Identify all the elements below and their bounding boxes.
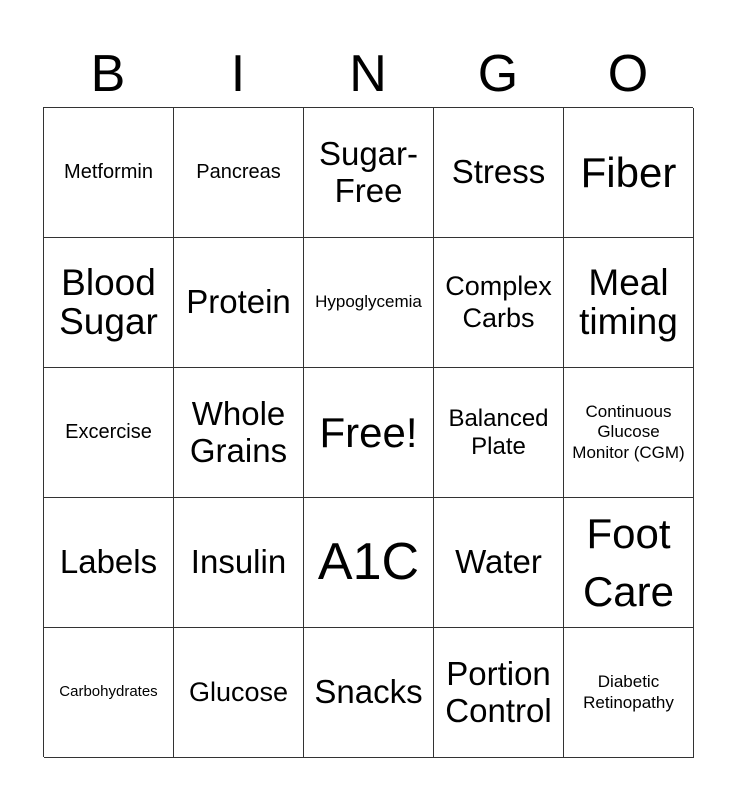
bingo-cell-r4c3[interactable] (304, 498, 434, 628)
bingo-cell-r2c3[interactable] (304, 238, 434, 368)
cell-label: Sugar-Free (318, 134, 419, 209)
cell-label: Protein (186, 283, 291, 321)
bingo-cell-r5c1[interactable] (44, 628, 174, 758)
bingo-cell-r2c1[interactable] (44, 238, 174, 368)
bingo-cell-r3c5[interactable] (564, 368, 694, 498)
header-letter-g: G (477, 45, 519, 103)
cell-label: Portion Control (445, 654, 552, 729)
cell-label: Glucose (188, 677, 289, 708)
bingo-cell-r2c2[interactable] (174, 238, 304, 368)
bingo-cell-r1c1[interactable] (44, 108, 174, 238)
header-letter-b: B (90, 45, 126, 103)
bingo-cell-r2c5[interactable] (564, 238, 694, 368)
bingo-cell-r4c5[interactable] (564, 498, 694, 628)
cell-label: Foot Care (582, 509, 675, 615)
cell-label: Pancreas (196, 161, 281, 184)
cell-label: Stress (451, 153, 546, 191)
free-space-cell[interactable] (304, 368, 434, 498)
cell-label: Free! (319, 408, 418, 456)
cell-label: Balanced Plate (448, 404, 549, 460)
cell-label: Labels (59, 543, 158, 581)
cell-label: Fiber (580, 148, 677, 196)
bingo-cell-r1c3[interactable] (304, 108, 434, 238)
bingo-cell-r4c1[interactable] (44, 498, 174, 628)
cell-label: Continuous Glucose Monitor (CGM) (572, 401, 685, 462)
cell-label: Carbohydrates (59, 683, 158, 701)
bingo-cell-r1c5[interactable] (564, 108, 694, 238)
header-letter-o: O (607, 45, 649, 103)
bingo-cell-r4c4[interactable] (434, 498, 564, 628)
cell-label: Complex Carbs (445, 271, 552, 333)
cell-label: Whole Grains (189, 394, 288, 469)
bingo-cell-r1c2[interactable] (174, 108, 304, 238)
cell-label: A1C (317, 533, 420, 592)
bingo-cell-r4c2[interactable] (174, 498, 304, 628)
cell-label: Insulin (190, 543, 287, 581)
cell-label: Excercise (65, 421, 152, 444)
bingo-cell-r3c4[interactable] (434, 368, 564, 498)
cell-label: Water (455, 543, 542, 581)
bingo-cell-r1c4[interactable] (434, 108, 564, 238)
cell-label: Metformin (64, 161, 153, 184)
bingo-cell-r3c1[interactable] (44, 368, 174, 498)
cell-label: Meal timing (579, 262, 678, 342)
bingo-cell-r5c4[interactable] (434, 628, 564, 758)
cell-label: Snacks (314, 673, 423, 711)
bingo-cell-r5c3[interactable] (304, 628, 434, 758)
bingo-cell-r3c2[interactable] (174, 368, 304, 498)
header-letter-i: I (230, 45, 246, 103)
cell-label: Blood Sugar (59, 262, 158, 342)
bingo-cell-r5c2[interactable] (174, 628, 304, 758)
cell-label: Hypoglycemia (315, 292, 422, 312)
header-letter-n: N (349, 45, 387, 103)
bingo-cell-r2c4[interactable] (434, 238, 564, 368)
bingo-header (43, 40, 693, 108)
bingo-board (43, 107, 693, 757)
cell-label: Diabetic Retinopathy (583, 672, 674, 712)
bingo-cell-r5c5[interactable] (564, 628, 694, 758)
